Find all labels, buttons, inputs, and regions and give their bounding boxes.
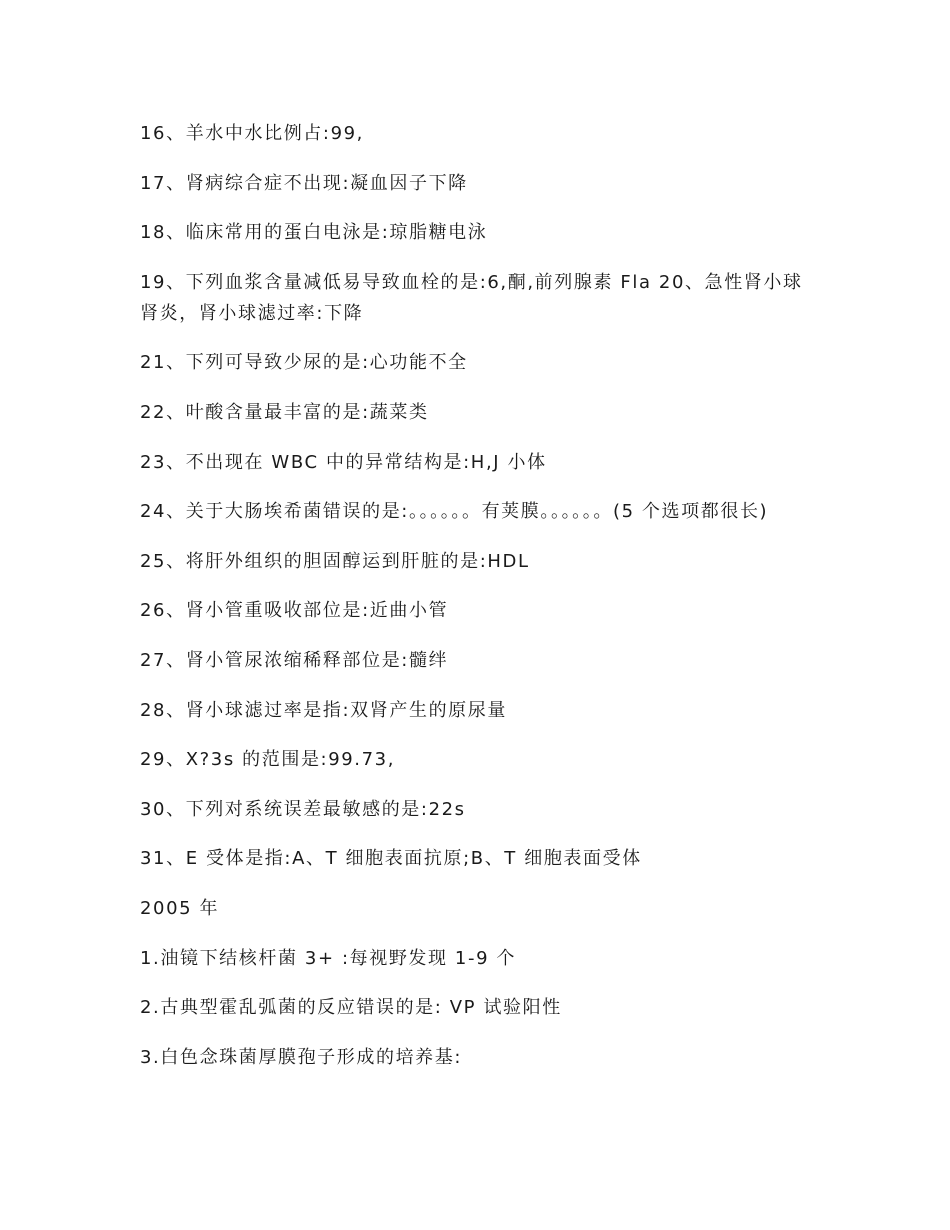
text-line: 27、肾小管尿浓缩稀释部位是:髓绊 xyxy=(140,649,449,671)
text-line: 1.油镜下结核杆菌 3+ :每视野发现 1-9 个 xyxy=(140,947,517,969)
text-line: 21、下列可导致少尿的是:心功能不全 xyxy=(140,352,468,374)
text-line: 22、叶酸含量最丰富的是:蔬菜类 xyxy=(140,401,429,423)
text-line: 26、肾小管重吸收部位是:近曲小管 xyxy=(140,600,449,622)
text-line: 24、关于大肠埃希菌错误的是:。。。。。。有荚膜。。。。。。(5 个选项都很长) xyxy=(140,501,769,523)
text-line: 31、E 受体是指:A、T 细胞表面抗原;B、T 细胞表面受体 xyxy=(140,848,642,870)
text-line: 17、肾病综合症不出现:凝血因子下降 xyxy=(140,172,468,194)
text-line: 28、肾小球滤过率是指:双肾产生的原尿量 xyxy=(140,699,507,721)
section-heading: 2005 年 xyxy=(140,897,220,919)
text-line: 18、临床常用的蛋白电泳是:琼脂糖电泳 xyxy=(140,222,488,244)
text-line: 23、不出现在 WBC 中的异常结构是:H,J 小体 xyxy=(140,451,547,473)
text-line: 19、下列血浆含量减低易导致血栓的是:6,酮,前列腺素 Fla 20、急性肾小球肾炎，肾小球滤过率:下降 xyxy=(140,271,803,324)
text-line: 25、将肝外组织的胆固醇运到肝脏的是:HDL xyxy=(140,550,530,572)
text-line: 16、羊水中水比例占:99, xyxy=(140,123,364,144)
text-line: 30、下列对系统误差最敏感的是:22s xyxy=(140,798,466,820)
text-line: 2.古典型霍乱弧菌的反应错误的是: VP 试验阳性 xyxy=(140,997,562,1019)
text-line: 3.白色念珠菌厚膜孢子形成的培养基: xyxy=(140,1046,463,1068)
document-body xyxy=(140,118,820,1091)
text-line: 29、X?3s 的范围是:99.73, xyxy=(140,749,396,771)
